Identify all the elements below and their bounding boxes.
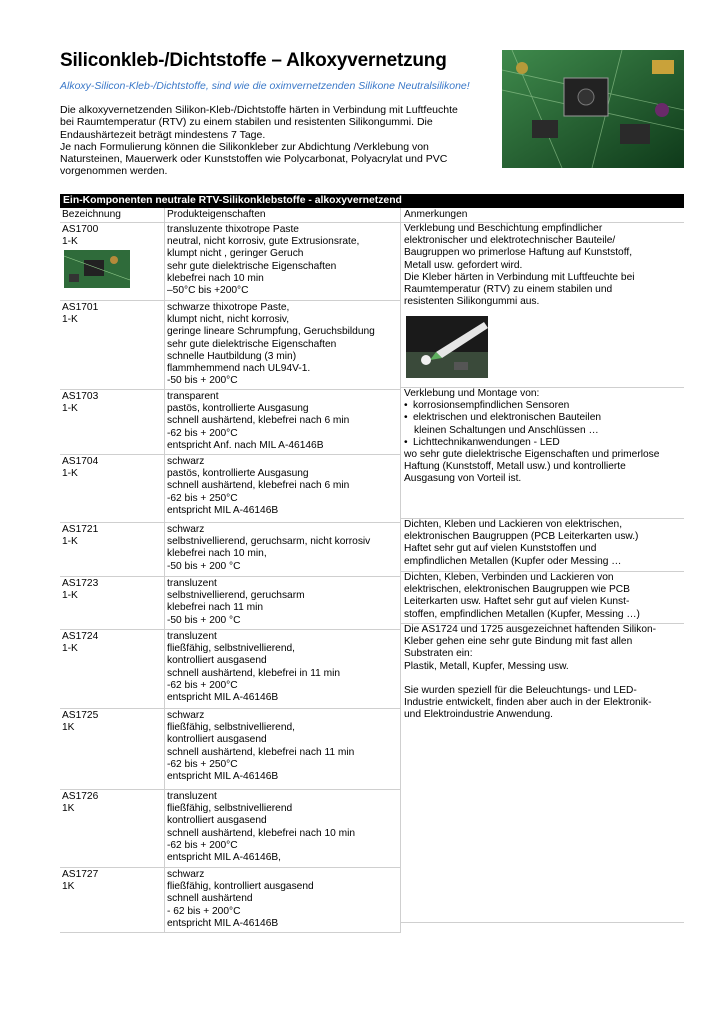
column-header-produkteigenschaften: Produkteigenschaften [164,208,400,222]
product-type: 1-K [62,468,78,480]
intro-line: Je nach Formulierung können die Silikonkleber zur Abdichtung /Verklebung von [60,140,429,153]
property-line: -50 bis + 200°C [167,375,238,387]
note-line: Verklebung und Beschichtung empfindlicher [404,223,603,234]
circuit-board-thumbnail [64,250,130,288]
note-as1723 [401,572,684,624]
property-line: transluzent [167,631,217,642]
product-type: 1K [62,803,75,815]
property-line: fließfähig, selbstnivellierend, [167,722,295,734]
product-code: AS1725 [62,710,99,721]
property-line: -62 bis + 200°C [167,679,238,691]
table-row [60,868,400,933]
product-code: AS1727 [62,869,99,880]
table-row [60,709,400,790]
property-line: -62 bis + 250°C [167,492,238,504]
property-line: -50 bis + 200 °C [167,560,241,572]
property-line: schwarz [167,869,205,880]
note-line: Kleber gehen eine sehr gute Bindung mit fast allen [404,636,633,648]
property-line: transluzente thixotrope Paste [167,224,299,235]
product-code: AS1701 [62,302,99,313]
circuit-board-photo [502,50,684,168]
note-line: Substraten ein: [404,648,473,660]
note-line: Plastik, Metall, Kupfer, Messing usw. [404,660,569,672]
intro-line: Natursteinen, Mauerwerk oder Kunststoffen wie Polycarbonat, Polyacrylat und PVC [60,153,448,166]
note-spacer [404,673,684,685]
note-as1700-as1701 [401,223,684,388]
note-line: kleinen Schaltungen und Anschlüssen … [414,424,599,436]
note-line: empfindlichen Metallen (Kupfer oder Messing … [404,555,622,567]
note-line: Die AS1724 und 1725 ausgezeichnet haftenden Silikon- [404,624,657,635]
property-line: entspricht MIL A-46146B, [167,852,282,864]
property-line: kontrolliert ausgasend [167,655,267,667]
intro-line: Die alkoxyvernetzenden Silikon-Kleb-/Dichtstoffe härten in Verbindung mit Luftfeuchte [60,104,458,116]
property-line: -62 bis + 250°C [167,758,238,770]
property-line: neutral, nicht korrosiv, gute Extrusionsrate, [167,236,360,248]
property-line: entspricht MIL A-46146B [167,504,279,516]
note-line: Raumtemperatur (RTV) zu einem stabilen und [404,284,613,296]
property-line: schnell aushärtend, klebefrei nach 6 min [167,480,350,492]
intro-line: vorgenommen werden. [60,165,168,178]
property-line: klebefrei nach 10 min, [167,548,267,560]
note-line: Metall usw. gefordert wird. [404,259,523,271]
product-code: AS1726 [62,791,99,802]
property-line-bold: flammhemmend nach UL94V-1. [167,363,311,375]
property-line: schwarze thixotrope Paste, [167,302,290,313]
property-line: fließfähig, selbstnivellierend [167,803,293,815]
property-line: schnell aushärtend, klebefrei nach 11 min [167,746,355,758]
table-row [60,223,400,301]
property-line: entspricht MIL A-46146B [167,692,279,704]
product-code: AS1700 [62,224,99,235]
product-code: AS1723 [62,578,99,589]
property-line: selbstnivellierend, geruchsarm, nicht korrosiv [167,536,371,548]
product-type: 1-K [62,314,78,326]
property-line: pastös, kontrollierte Ausgasung [167,403,309,415]
note-as1721 [401,519,684,572]
note-line: Haftung (Kunststoff, Metall usw.) und kontrollierte [404,461,626,473]
column-header-bezeichnung: Bezeichnung [62,209,121,220]
note-line: elektronischer und elektrotechnischer Bauteile/ [404,235,616,247]
note-line: resistenten Silikongummi aus. [404,296,540,308]
property-line: kontrolliert ausgasend [167,734,267,746]
product-code: AS1721 [62,524,99,535]
property-line: schnell aushärtend, klebefrei nach 6 min [167,415,350,427]
property-line: transluzent [167,791,217,802]
note-line: und Elektroindustrie Anwendung. [404,709,553,721]
note-line: wo sehr gute dielektrische Eigenschaften und primerlose [404,449,660,461]
property-line: klebefrei nach 10 min [167,272,264,284]
property-line: entspricht MIL A-46146B [167,917,279,929]
note-bullet: • korrosionsempfindlichen Sensoren [404,400,684,412]
property-line: transluzent [167,578,217,589]
note-line: elektronischen Baugruppen (PCB Leiterkarten usw.) [404,531,639,543]
property-line: sehr gute dielektrische Eigenschaften [167,260,337,272]
property-line: schnell aushärtend, klebefrei nach 10 min [167,827,356,839]
property-line: -62 bis + 200°C [167,839,238,851]
note-line: Sie wurden speziell für die Beleuchtungs- und LED- [404,684,637,696]
note-line: Haftet sehr gut auf vielen Kunststoffen und [404,543,597,555]
note-line: Verklebung und Montage von: [404,388,540,399]
property-line: entspricht Anf. nach MIL A-46146B [167,439,324,451]
page-subtitle: Alkoxy-Silicon-Kleb-/Dichtstoffe, sind wie die oximvernetzenden Silikone Neutralsilikone! [60,80,470,92]
product-table [60,194,684,933]
page-title: Siliconkleb-/Dichtstoffe – Alkoxyvernetzung [60,50,447,71]
property-line: transparent [167,391,219,402]
product-code: AS1704 [62,456,99,467]
product-type: 1-K [62,590,78,602]
property-line: pastös, kontrollierte Ausgasung [167,468,309,480]
property-line: -62 bis + 200°C [167,427,238,439]
table-body [60,223,684,933]
note-line: elektrischen, elektronischen Baugruppen wie PCB [404,584,630,596]
property-line: schwarz [167,456,205,467]
note-line: Industrie entwickelt, finden aber auch in der Elektronik- [404,697,652,709]
product-type: 1K [62,722,75,734]
property-line: selbstnivellierend, geruchsarm [167,590,305,602]
property-line: klumpt nicht , geringer Geruch [167,248,304,260]
note-line: Leiterkarten usw. Haftet sehr gut auf vielen Kunst- [404,596,630,608]
note-bullet: • Lichttechnikanwendungen - LED [404,437,684,449]
intro-line: Endaushärtezeit beträgt mindestens 7 Tage. [60,128,266,141]
table-row [60,301,400,390]
table-row [60,390,400,455]
note-line: Ausgasung von Vorteil ist. [404,473,522,485]
note-line: Dichten, Kleben und Lackieren von elektrischen, [404,519,623,530]
property-line: schnell aushärtend [167,893,253,905]
product-type: 1-K [62,643,78,655]
property-line: sehr gute dielektrische Eigenschaften [167,338,337,350]
property-line: fließfähig, selbstnivellierend, [167,643,295,655]
product-type: 1K [62,881,75,893]
note-line: Dichten, Kleben, Verbinden und Lackieren von [404,572,614,583]
product-type: 1-K [62,403,78,415]
note-as1703-as1704 [401,388,684,519]
note-as1724-as1727 [401,624,684,923]
property-line: klebefrei nach 11 min [167,602,264,614]
table-row [60,455,400,523]
note-line: Baugruppen wo primerlose Haftung auf Kunststoff, [404,247,633,259]
intro-line: bei Raumtemperatur (RTV) zu einem stabilen und resistenten Silikongummi. Die [60,116,433,129]
property-line: geringe lineare Schrumpfung, Geruchsbildung [167,326,375,338]
property-line: klumpt nicht, nicht korrosiv, [167,314,290,326]
notes-column [400,223,684,933]
property-line: fließfähig, kontrolliert ausgasend [167,881,314,893]
property-line: - 62 bis + 200°C [167,905,241,917]
column-header-anmerkungen: Anmerkungen [400,208,684,222]
silicone-tube-photo [406,316,488,378]
product-type: 1-K [62,236,78,248]
property-line: kontrolliert ausgasend [167,815,267,827]
product-code: AS1724 [62,631,99,642]
note-line: Die Kleber härten in Verbindung mit Luftfeuchte bei [404,271,635,283]
table-banner: Ein-Komponenten neutrale RTV-Silikonklebstoffe - alkoxyvernetzend [60,194,684,208]
property-line: -50 bis + 200 °C [167,614,241,626]
property-line: –50°C bis +200°C [167,285,249,297]
note-line: stoffen, empfindlichen Metallen (Kupfer, Messing …) [404,608,640,620]
property-line: schwarz [167,710,205,721]
property-line: schnell aushärtend, klebefrei in 11 min [167,667,341,679]
note-bullet: • elektrischen und elektronischen Bauteilen [404,412,684,424]
property-line: schwarz [167,524,205,535]
property-line: schnelle Hautbildung (3 min) [167,350,297,362]
table-row [60,577,400,630]
intro-text [60,104,500,178]
property-line: entspricht MIL A-46146B [167,771,279,783]
table-row [60,790,400,868]
product-code: AS1703 [62,391,99,402]
product-type: 1-K [62,536,78,548]
table-header-row [60,208,684,223]
table-row [60,523,400,577]
table-row [60,630,400,709]
